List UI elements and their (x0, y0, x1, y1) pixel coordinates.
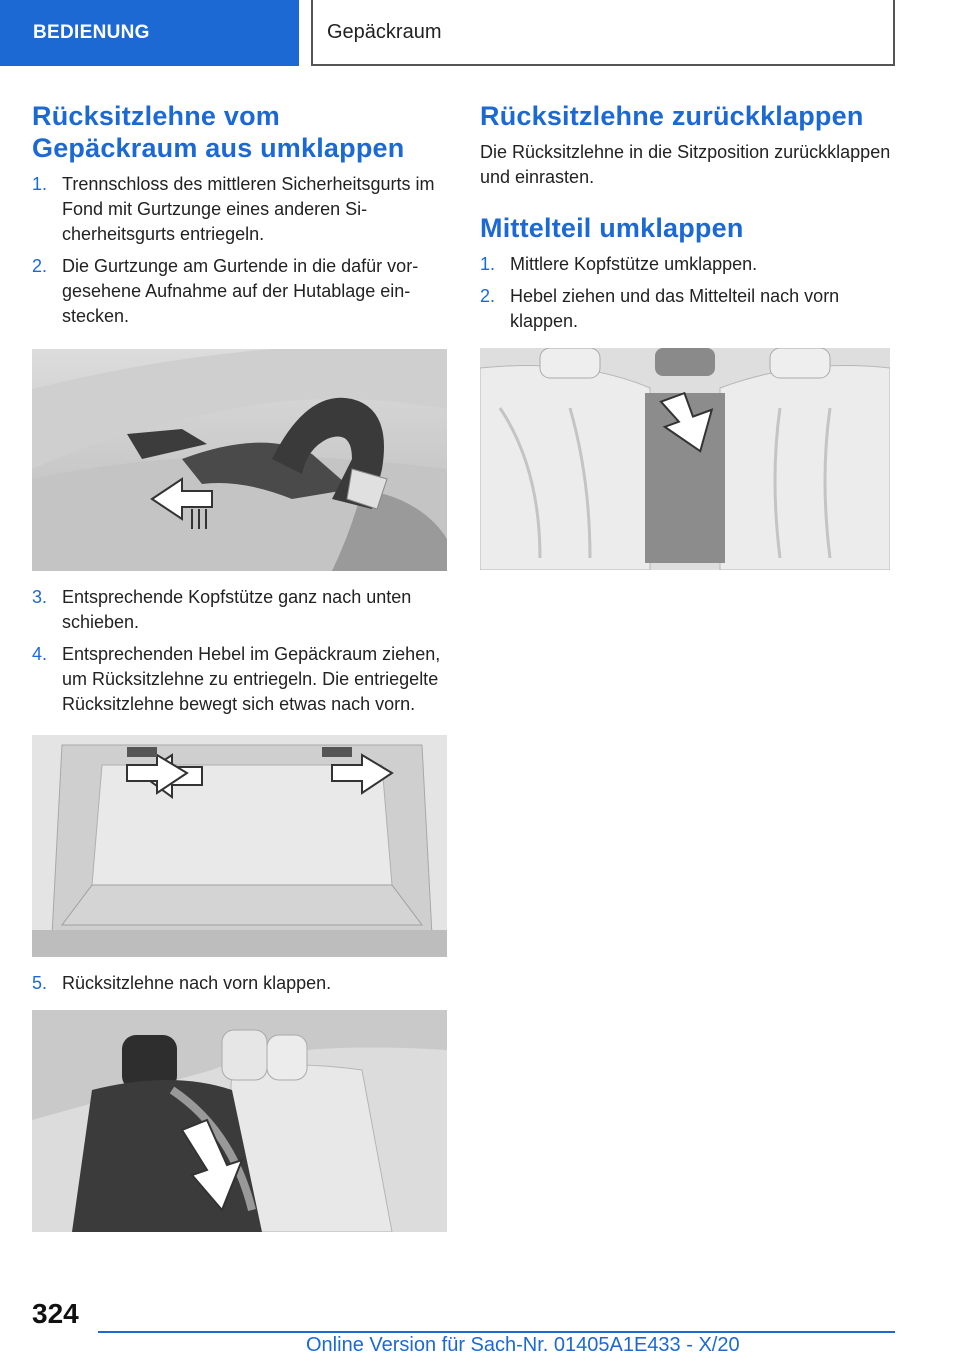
steps-list-right (480, 252, 895, 334)
steps-list-b (32, 585, 447, 717)
list-item: 2. Die Gurtzunge am Gurtende in die dafür vorgesehene Aufnahme auf der Hutablage einstecken. (32, 256, 419, 326)
page-number: 324 (32, 1298, 79, 1329)
seat-fold-illustration (32, 1010, 447, 1232)
list-item: 5. Rücksitzlehne nach vorn klappen. (32, 973, 332, 993)
section-label: BEDIENUNG (33, 22, 150, 43)
section-tab (0, 0, 299, 66)
list-item: 3. Entsprechende Kopfstütze ganz nach unten schieben. (32, 587, 412, 632)
belt-tongue-illustration (32, 349, 447, 571)
steps-list-a (32, 172, 447, 329)
section-title-fold-back: Rücksitzlehne zurückklappen (480, 101, 864, 131)
list-item: 1. Trennschloss des mittleren Sicherheitsgurts im Fond mit Gurtzunge eines anderen Sicherheitsgurts entriegeln. (32, 174, 435, 244)
list-item: 2. Hebel ziehen und das Mittelteil nach vorn klappen. (480, 286, 840, 331)
trunk-levers-illustration (32, 735, 447, 957)
left-column (32, 100, 447, 1232)
list-item: 1. Mittlere Kopfstütze umklappen. (480, 254, 758, 274)
footer-divider (98, 1331, 895, 1333)
chapter-header (311, 0, 895, 66)
list-item: 4. Entsprechenden Hebel im Gepäckraum ziehen, um Rücksitzlehne zu entriegeln. Die entriegelte Rücksitzlehne bewegt sich etwas nach vorn. (32, 644, 441, 714)
steps-list-c (32, 971, 447, 996)
footer-version-text: Online Version für Sach-Nr. 01405A1E433 - X/20 (306, 1334, 740, 1356)
center-section-illustration (480, 348, 890, 570)
section-title-left: Rücksitzlehne vom Gepäckraum aus umklappen (32, 101, 405, 163)
chapter-label: Gepäckraum (327, 20, 442, 43)
body-text: Die Rücksitzlehne in die Sitzposition zurückklappen und einrasten. (480, 142, 891, 187)
section-title-center-fold: Mittelteil umklappen (480, 213, 744, 243)
right-column (480, 100, 895, 570)
